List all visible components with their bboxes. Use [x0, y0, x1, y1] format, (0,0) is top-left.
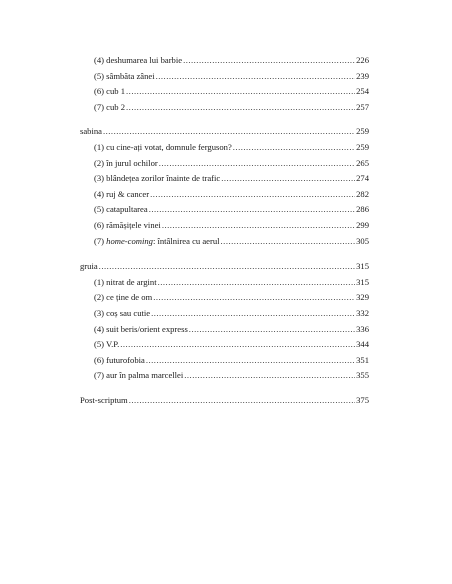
toc-entry-page: 226 [356, 55, 369, 65]
toc-entry[interactable] [80, 322, 369, 338]
toc-entry-page: 282 [356, 188, 369, 199]
leader-dots [183, 53, 355, 69]
toc-entry[interactable] [80, 53, 369, 69]
toc-entry-title: (1) cu cine-ați votat, domnule ferguson? [94, 141, 232, 152]
toc-entry[interactable] [80, 202, 369, 218]
toc-entry-page: 355 [356, 370, 369, 381]
toc-entry-title: (1) nitrat de argint [94, 276, 157, 287]
leader-dots [184, 368, 355, 384]
table-of-contents [80, 53, 369, 408]
toc-section-postscript[interactable] [80, 393, 369, 409]
toc-entry[interactable] [80, 218, 369, 234]
toc-entry[interactable] [80, 306, 369, 322]
toc-entry-title: (7) cub 2 [94, 101, 126, 112]
toc-section-gruia[interactable] [80, 259, 369, 275]
toc-section-title: sabina [80, 126, 102, 137]
toc-entry-title: (6) cub 1 [94, 86, 126, 97]
toc-section-page: 315 [356, 261, 369, 272]
toc-entry-title: (3) coș sau cutie [94, 307, 151, 318]
toc-entry-page: 254 [356, 86, 369, 97]
leader-dots [129, 393, 355, 409]
toc-entry-title: (5) V.P. [94, 339, 120, 350]
toc-entry-title: (6) rămășițele vinei [94, 219, 161, 230]
toc-entry[interactable] [80, 140, 369, 156]
spacer [80, 115, 369, 124]
leader-dots [126, 84, 355, 100]
toc-entry-page: 344 [356, 339, 369, 350]
toc-entry[interactable] [80, 290, 369, 306]
toc-entry-title: (4) suit beris/orient express [94, 323, 188, 334]
toc-entry-page: 351 [356, 354, 369, 365]
toc-entry-title: (5) catapultarea [94, 204, 148, 215]
toc-entry[interactable] [80, 156, 369, 172]
toc-entry-title [94, 234, 220, 250]
leader-dots [189, 322, 355, 338]
toc-entry[interactable] [80, 100, 369, 116]
toc-entry[interactable] [80, 337, 369, 353]
toc-entry-page: 265 [356, 157, 369, 168]
toc-entry[interactable] [80, 69, 369, 85]
toc-entry-title: (5) sâmbăta zânei [94, 70, 155, 81]
toc-entry-italic: home-coming [106, 235, 153, 246]
toc-entry-title: (7) aur în palma marcellei [94, 370, 184, 381]
toc-entry-title: (2) ce ține de om [94, 292, 153, 303]
toc-entry-page: 274 [356, 173, 369, 184]
toc-entry[interactable] [80, 353, 369, 369]
toc-section-title: Post-scriptum [80, 394, 128, 405]
leader-dots [221, 171, 355, 187]
toc-entry-prefix: (7) [94, 235, 107, 246]
leader-dots [221, 234, 356, 250]
toc-entry-title: (4) ruj & cancer [94, 188, 150, 199]
toc-entry-page: 305 [356, 235, 369, 246]
leader-dots [159, 156, 355, 172]
toc-entry-page: 315 [356, 276, 369, 287]
toc-entry-page: 332 [356, 307, 369, 318]
toc-entry-suffix: : întâlnirea cu aerul [152, 235, 220, 246]
leader-dots [150, 187, 355, 203]
toc-entry-page: 259 [356, 141, 369, 152]
leader-dots [99, 259, 355, 275]
toc-entry-title: (4) deshumarea lui barbie [94, 55, 183, 65]
toc-entry-page: 329 [356, 292, 369, 303]
toc-entry[interactable] [80, 171, 369, 187]
toc-entry-page: 336 [356, 323, 369, 334]
toc-entry[interactable] [80, 187, 369, 203]
leader-dots [126, 100, 355, 116]
toc-entry-page: 286 [356, 204, 369, 215]
toc-section-page: 375 [356, 394, 369, 405]
leader-dots [103, 124, 355, 140]
spacer [80, 249, 369, 259]
leader-dots [156, 69, 356, 85]
toc-entry[interactable] [80, 275, 369, 291]
toc-section-sabina[interactable] [80, 124, 369, 140]
spacer [80, 384, 369, 393]
toc-entry-page: 257 [356, 101, 369, 112]
leader-dots [233, 140, 355, 156]
toc-entry-page: 239 [356, 70, 369, 81]
toc-entry-page: 299 [356, 219, 369, 230]
leader-dots [120, 337, 355, 353]
toc-entry-title: (3) blândețea zorilor înainte de trafic [94, 173, 221, 184]
leader-dots [146, 353, 355, 369]
toc-entry-title: (2) în jurul ochilor [94, 157, 158, 168]
leader-dots [153, 290, 355, 306]
toc-entry[interactable] [80, 234, 369, 250]
leader-dots [151, 306, 355, 322]
leader-dots [149, 202, 355, 218]
leader-dots [162, 218, 355, 234]
toc-entry-title: (6) futurofobia [94, 354, 145, 365]
leader-dots [158, 275, 356, 291]
toc-section-title: gruia [80, 261, 98, 272]
toc-entry[interactable] [80, 368, 369, 384]
toc-entry[interactable] [80, 84, 369, 100]
toc-section-page: 259 [356, 126, 369, 137]
